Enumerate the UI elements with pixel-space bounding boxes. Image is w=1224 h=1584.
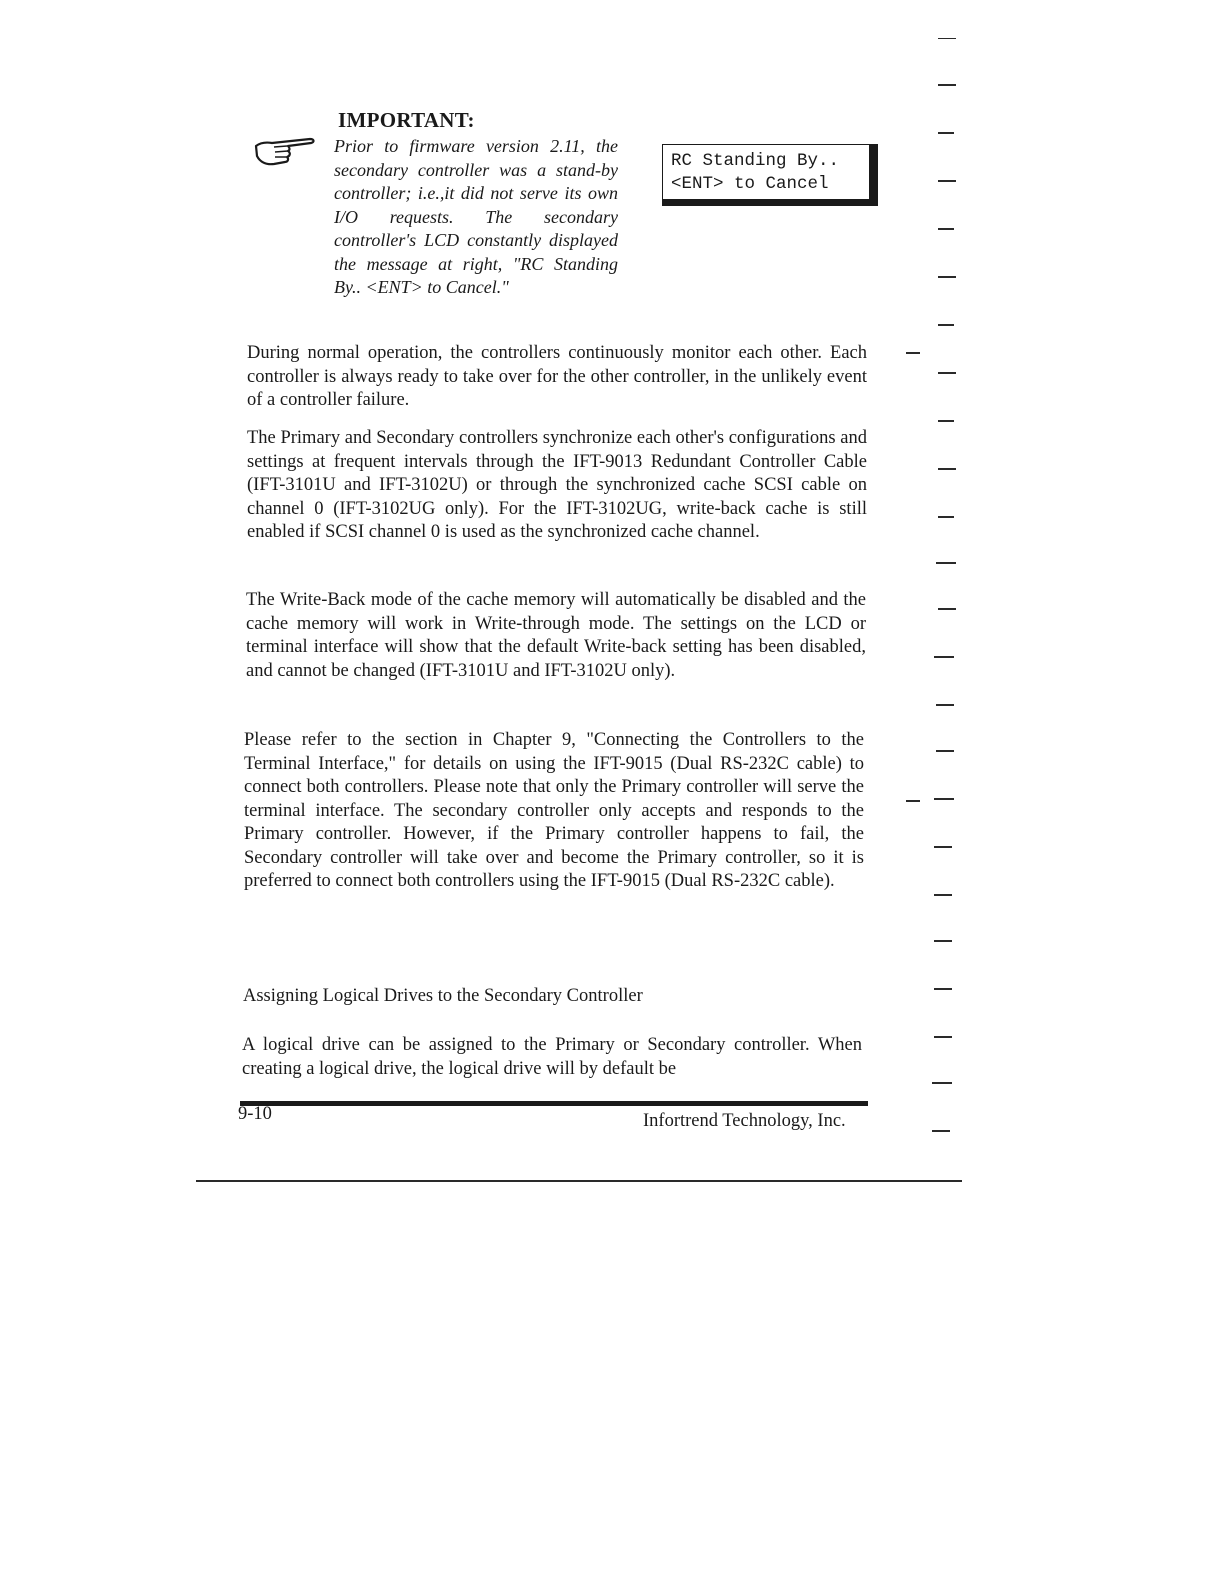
margin-mark — [938, 608, 956, 610]
margin-mark — [934, 656, 954, 658]
margin-mark — [938, 420, 954, 422]
margin-mark — [934, 846, 952, 848]
margin-mark — [938, 468, 956, 470]
paragraph-synchronization: The Primary and Secondary controllers synchronize each other's configurations and settings at frequent intervals through the IFT-9013 Redundant Controller Cable (IFT-3101U and IFT-3102U) or through the synchronized cache SCSI cable on channel 0 (IFT-3102UG only). For the IFT-3102UG, write-back cache is still enabled if SCSI channel 0 is used as the synchronized cache channel. — [247, 428, 867, 542]
margin-mark — [932, 1082, 952, 1084]
margin-mark — [934, 894, 952, 896]
margin-mark — [934, 988, 952, 990]
paragraph-terminal-interface: Please refer to the section in Chapter 9, "Connecting the Controllers to the Terminal Interface," for details on using the IFT-9015 (Dual RS-232C cable) to connect both controllers. Please note that only the Primary controller will serve the terminal interface. The secondary controller only accepts and responds to the Primary controller. However, if the Primary controller happens to fail, the Secondary controller will take over and become the Primary controller, so it is preferred to connect both controllers using the IFT-9015 (Dual RS-232C cable). — [244, 730, 864, 891]
important-heading: IMPORTANT: — [338, 108, 475, 132]
paragraph-write-back-mode: The Write-Back mode of the cache memory will automatically be disabled and the cache memory will work in Write-through mode. The settings on the LCD or terminal interface will show that the default Write-back setting has been disabled, and cannot be changed (IFT-3101U and IFT-3102U only). — [246, 590, 866, 681]
margin-mark — [938, 516, 954, 518]
page-number: 9-10 — [238, 1104, 272, 1124]
margin-mark — [938, 84, 956, 86]
margin-mark — [938, 372, 956, 374]
margin-mark — [906, 800, 920, 802]
paragraph-normal-operation: During normal operation, the controllers continuously monitor each other. Each controller is always ready to take over for the other controller, in the unlikely event of a controller failure. — [247, 343, 867, 410]
margin-mark — [938, 228, 954, 230]
pointing-hand-icon — [254, 134, 316, 170]
margin-mark — [906, 352, 920, 354]
margin-mark — [934, 1036, 952, 1038]
section-heading: Assigning Logical Drives to the Secondary Controller — [243, 986, 643, 1006]
margin-mark — [934, 798, 954, 800]
margin-mark — [938, 132, 954, 134]
lcd-line-2: <ENT> to Cancel — [671, 174, 829, 194]
margin-mark — [936, 562, 956, 564]
margin-mark — [938, 180, 956, 182]
company-name: Infortrend Technology, Inc. — [643, 1111, 846, 1131]
page-bottom-rule — [196, 1180, 962, 1182]
margin-mark — [934, 940, 952, 942]
paragraph-logical-drive: A logical drive can be assigned to the Primary or Secondary controller. When creating a logical drive, the logical drive will by default be — [242, 1035, 862, 1079]
margin-mark — [936, 750, 954, 752]
margin-mark — [936, 704, 954, 706]
lcd-line-1: RC Standing By.. — [671, 151, 840, 171]
margin-mark — [938, 324, 954, 326]
margin-mark — [938, 276, 956, 278]
lcd-display — [662, 144, 878, 206]
margin-mark — [932, 1130, 950, 1132]
footer-rule — [240, 1101, 868, 1106]
important-note: Prior to firmware version 2.11, the secondary controller was a stand-by controller; i.e.,it did not serve its own I/O requests. The secondary controller's LCD constantly displayed the message at right, "RC Standing By.. <ENT> to Cancel." — [334, 136, 618, 297]
margin-mark — [938, 38, 956, 39]
